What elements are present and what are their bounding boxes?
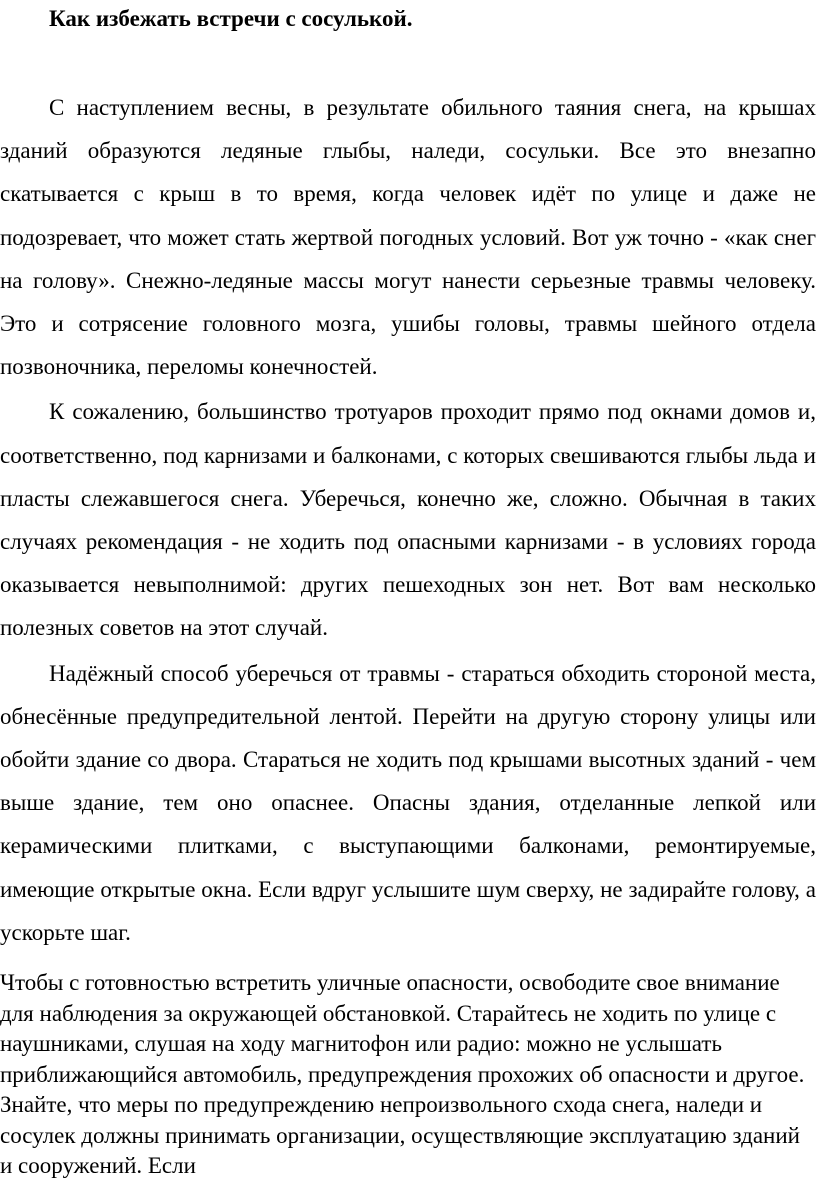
- paragraph-safe-method: Надёжный способ уберечься от травмы - стараться обходить стороной места, обнесённые предупредительной лентой. Перейти на другую сторону улицы или обойти здание со двора. Стараться не ходить под крышами высотных зданий - чем выше здание, тем оно опаснее. Опасны здания, отделанные лепкой или керамическими плитками, с выступающими балконами, ремонтируемые, имеющие открытые окна. Если вдруг услышите шум сверху, не задирайте голову, а ускорьте шаг.: [0, 660, 816, 945]
- document-body: [0, 86, 816, 1184]
- paragraph-sidewalks: К сожалению, большинство тротуаров проходит прямо под окнами домов и, соответственно, под карнизами и балконами, с которых свешиваются глыбы льда и пласты слежавшегося снега. Уберечься, конечно же, сложно. Обычная в таких случаях рекомендация - не ходить под опасными карнизами - в условиях города оказывается невыполнимой: других пешеходных зон нет. Вот вам несколько полезных советов на этот случай.: [0, 399, 816, 641]
- paragraph-attention: Чтобы с готовностью встретить уличные опасности, освободите свое внимание для наблюдения за окружающей обстановкой. Старайтесь не ходить по улице с наушниками, слушая на ходу магнитофон или радио: можно не услышать приближающийся автомобиль, предупреждения прохожих об опасности и другое. Знайте, что меры по предупреждению непроизвольного схода снега, наледи и сосулек должны принимать организации, осуществляющие эксплуатацию зданий и сооружений. Если: [0, 970, 805, 1179]
- document-title: Как избежать встречи с сосулькой.: [49, 6, 413, 31]
- paragraph-spring-icicles: С наступлением весны, в результате обильного таяния снега, на крышах зданий образуются ледяные глыбы, наледи, сосульки. Все это внезапно скатывается с крыш в то время, когда человек идёт по улице и даже не подозревает, что может стать жертвой погодных условий. Вот уж точно - «как снег на голову». Снежно-ледяные массы могут нанести серьезные травмы человеку. Это и сотрясение головного мозга, ушибы головы, травмы шейного отдела позвоночника, переломы конечностей.: [0, 95, 816, 380]
